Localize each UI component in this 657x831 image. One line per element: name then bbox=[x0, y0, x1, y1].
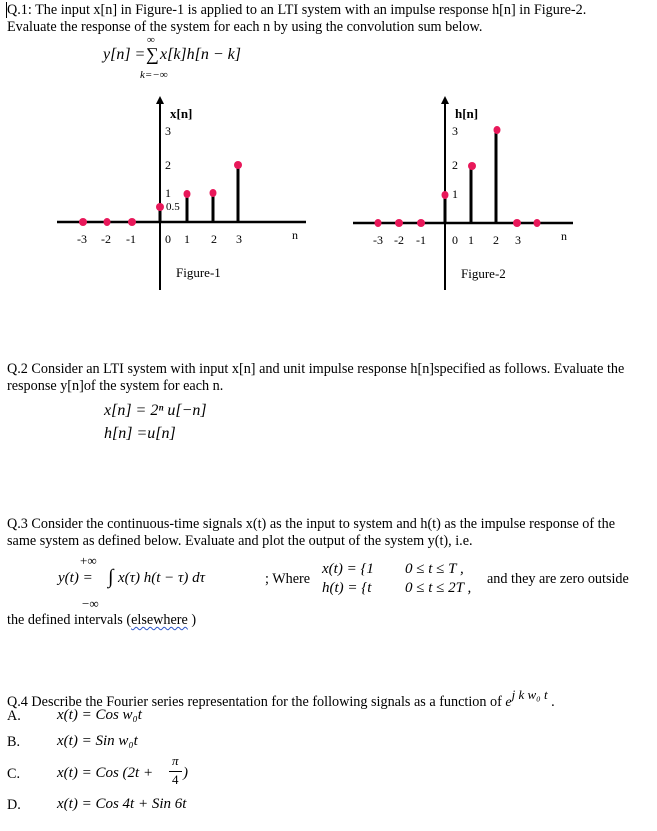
svg-text:0.5: 0.5 bbox=[166, 201, 180, 213]
svg-text:n: n bbox=[292, 228, 298, 242]
spellcheck-word: elsewhere bbox=[131, 612, 188, 628]
q4-basis: e bbox=[505, 695, 512, 710]
q4-item-c-formula: x(t) = Cos (2t + bbox=[57, 765, 154, 781]
x-definition: x(t) = {1 bbox=[322, 561, 374, 577]
q3-text bbox=[7, 516, 652, 550]
q2-equation-x: x[n] = 2ⁿ u[−n] bbox=[104, 402, 207, 419]
svg-text:1: 1 bbox=[184, 232, 190, 246]
where-label: ; Where bbox=[265, 571, 311, 587]
q4-item-c-paren: ) bbox=[183, 765, 188, 781]
formula-lhs: y[n] = bbox=[103, 46, 146, 63]
svg-text:-1: -1 bbox=[126, 232, 136, 246]
svg-text:-2: -2 bbox=[101, 232, 111, 246]
q4-item-a-formula: x(t) = Cos w₀t bbox=[57, 707, 142, 723]
q3-tail-text: and they are zero outside bbox=[487, 571, 629, 587]
h-range: 0 ≤ t ≤ 2T , bbox=[405, 580, 472, 596]
q4-item-c-frac-num: π bbox=[172, 753, 179, 768]
fig1-ylabel: x[n] bbox=[170, 106, 193, 121]
fig2-ylabel: h[n] bbox=[455, 106, 479, 121]
q3-line-2: same system as defined below. Evaluate and plot the output of the system y(t), i.e. bbox=[7, 533, 473, 549]
sum-symbol: ∑ bbox=[146, 44, 159, 64]
q4-item-b-label: B. bbox=[7, 734, 21, 750]
svg-text:n: n bbox=[561, 229, 567, 243]
q4-item-d-formula: x(t) = Cos 4t + Sin 6t bbox=[57, 796, 187, 812]
q1-line-2: Evaluate the response of the system for each n by using the convolution sum below. bbox=[7, 19, 483, 35]
q2-line-1: Q.2 Consider an LTI system with input x[n] and unit impulse response h[n]specified as follows. Evaluate the bbox=[7, 361, 625, 377]
q2-text bbox=[7, 361, 652, 395]
integral-body: x(τ) h(t − τ) dτ bbox=[118, 570, 206, 586]
svg-text:2: 2 bbox=[165, 158, 171, 172]
q4-text: Q.4 Describe the Fourier series representation for the following signals as a function of bbox=[7, 694, 502, 710]
q3-last-suffix: ) bbox=[187, 612, 197, 628]
q4-item-b-formula: x(t) = Sin w₀t bbox=[57, 733, 138, 749]
integral-lhs: y(t) = bbox=[58, 570, 93, 586]
figure-1-stem-plot bbox=[0, 0, 657, 300]
q3-line-1: Q.3 Consider the continuous-time signals x(t) as the input to system and h(t) as the impulse response of the bbox=[7, 516, 615, 532]
q2-equation-h: h[n] =u[n] bbox=[104, 425, 176, 442]
svg-text:1: 1 bbox=[452, 187, 458, 201]
h-definition: h(t) = {t bbox=[322, 580, 372, 596]
integral-symbol: ∫ bbox=[108, 566, 114, 588]
svg-text:1: 1 bbox=[468, 233, 474, 247]
integral-lower-limit: −∞ bbox=[82, 596, 99, 611]
svg-text:3: 3 bbox=[165, 124, 171, 138]
svg-text:0: 0 bbox=[452, 233, 458, 247]
svg-text:-2: -2 bbox=[394, 233, 404, 247]
svg-text:2: 2 bbox=[493, 233, 499, 247]
sum-upper-limit: ∞ bbox=[147, 34, 155, 46]
q4-prompt: Q.4 Describe the Fourier series representation for the following signals as a function of ej k w₀ t . bbox=[7, 687, 555, 710]
svg-text:3: 3 bbox=[236, 232, 242, 246]
q2-line-2: response y[n]of the system for each n. bbox=[7, 378, 224, 394]
svg-text:3: 3 bbox=[452, 124, 458, 138]
svg-text:-1: -1 bbox=[416, 233, 426, 247]
q1-line-1: Q.1: The input x[n] in Figure-1 is applied to an LTI system with an impulse response h[n] in Figure-2. bbox=[7, 2, 587, 18]
q3-last-prefix: the defined intervals ( bbox=[7, 612, 132, 628]
svg-text:-3: -3 bbox=[373, 233, 383, 247]
q4-item-c-frac-den: 4 bbox=[172, 772, 179, 787]
fig2-title: Figure-2 bbox=[461, 266, 506, 281]
svg-text:2: 2 bbox=[211, 232, 217, 246]
svg-text:-3: -3 bbox=[77, 232, 87, 246]
q4-item-c-label: C. bbox=[7, 766, 21, 782]
svg-text:3: 3 bbox=[515, 233, 521, 247]
q3-last-line bbox=[7, 612, 196, 629]
integral-upper-limit: +∞ bbox=[80, 553, 97, 568]
sum-lower-limit: k=−∞ bbox=[140, 69, 168, 81]
svg-text:2: 2 bbox=[452, 158, 458, 172]
q4-item-d-label: D. bbox=[7, 797, 21, 813]
svg-text:0: 0 bbox=[165, 232, 171, 246]
sum-body: x[k]h[n − k] bbox=[160, 46, 242, 63]
x-range: 0 ≤ t ≤ T , bbox=[405, 561, 464, 577]
fig1-title: Figure-1 bbox=[176, 265, 221, 280]
q4-item-a-label: A. bbox=[7, 708, 21, 724]
svg-text:1: 1 bbox=[165, 186, 171, 200]
q4-basis-exponent: j k w₀ t bbox=[511, 687, 548, 702]
